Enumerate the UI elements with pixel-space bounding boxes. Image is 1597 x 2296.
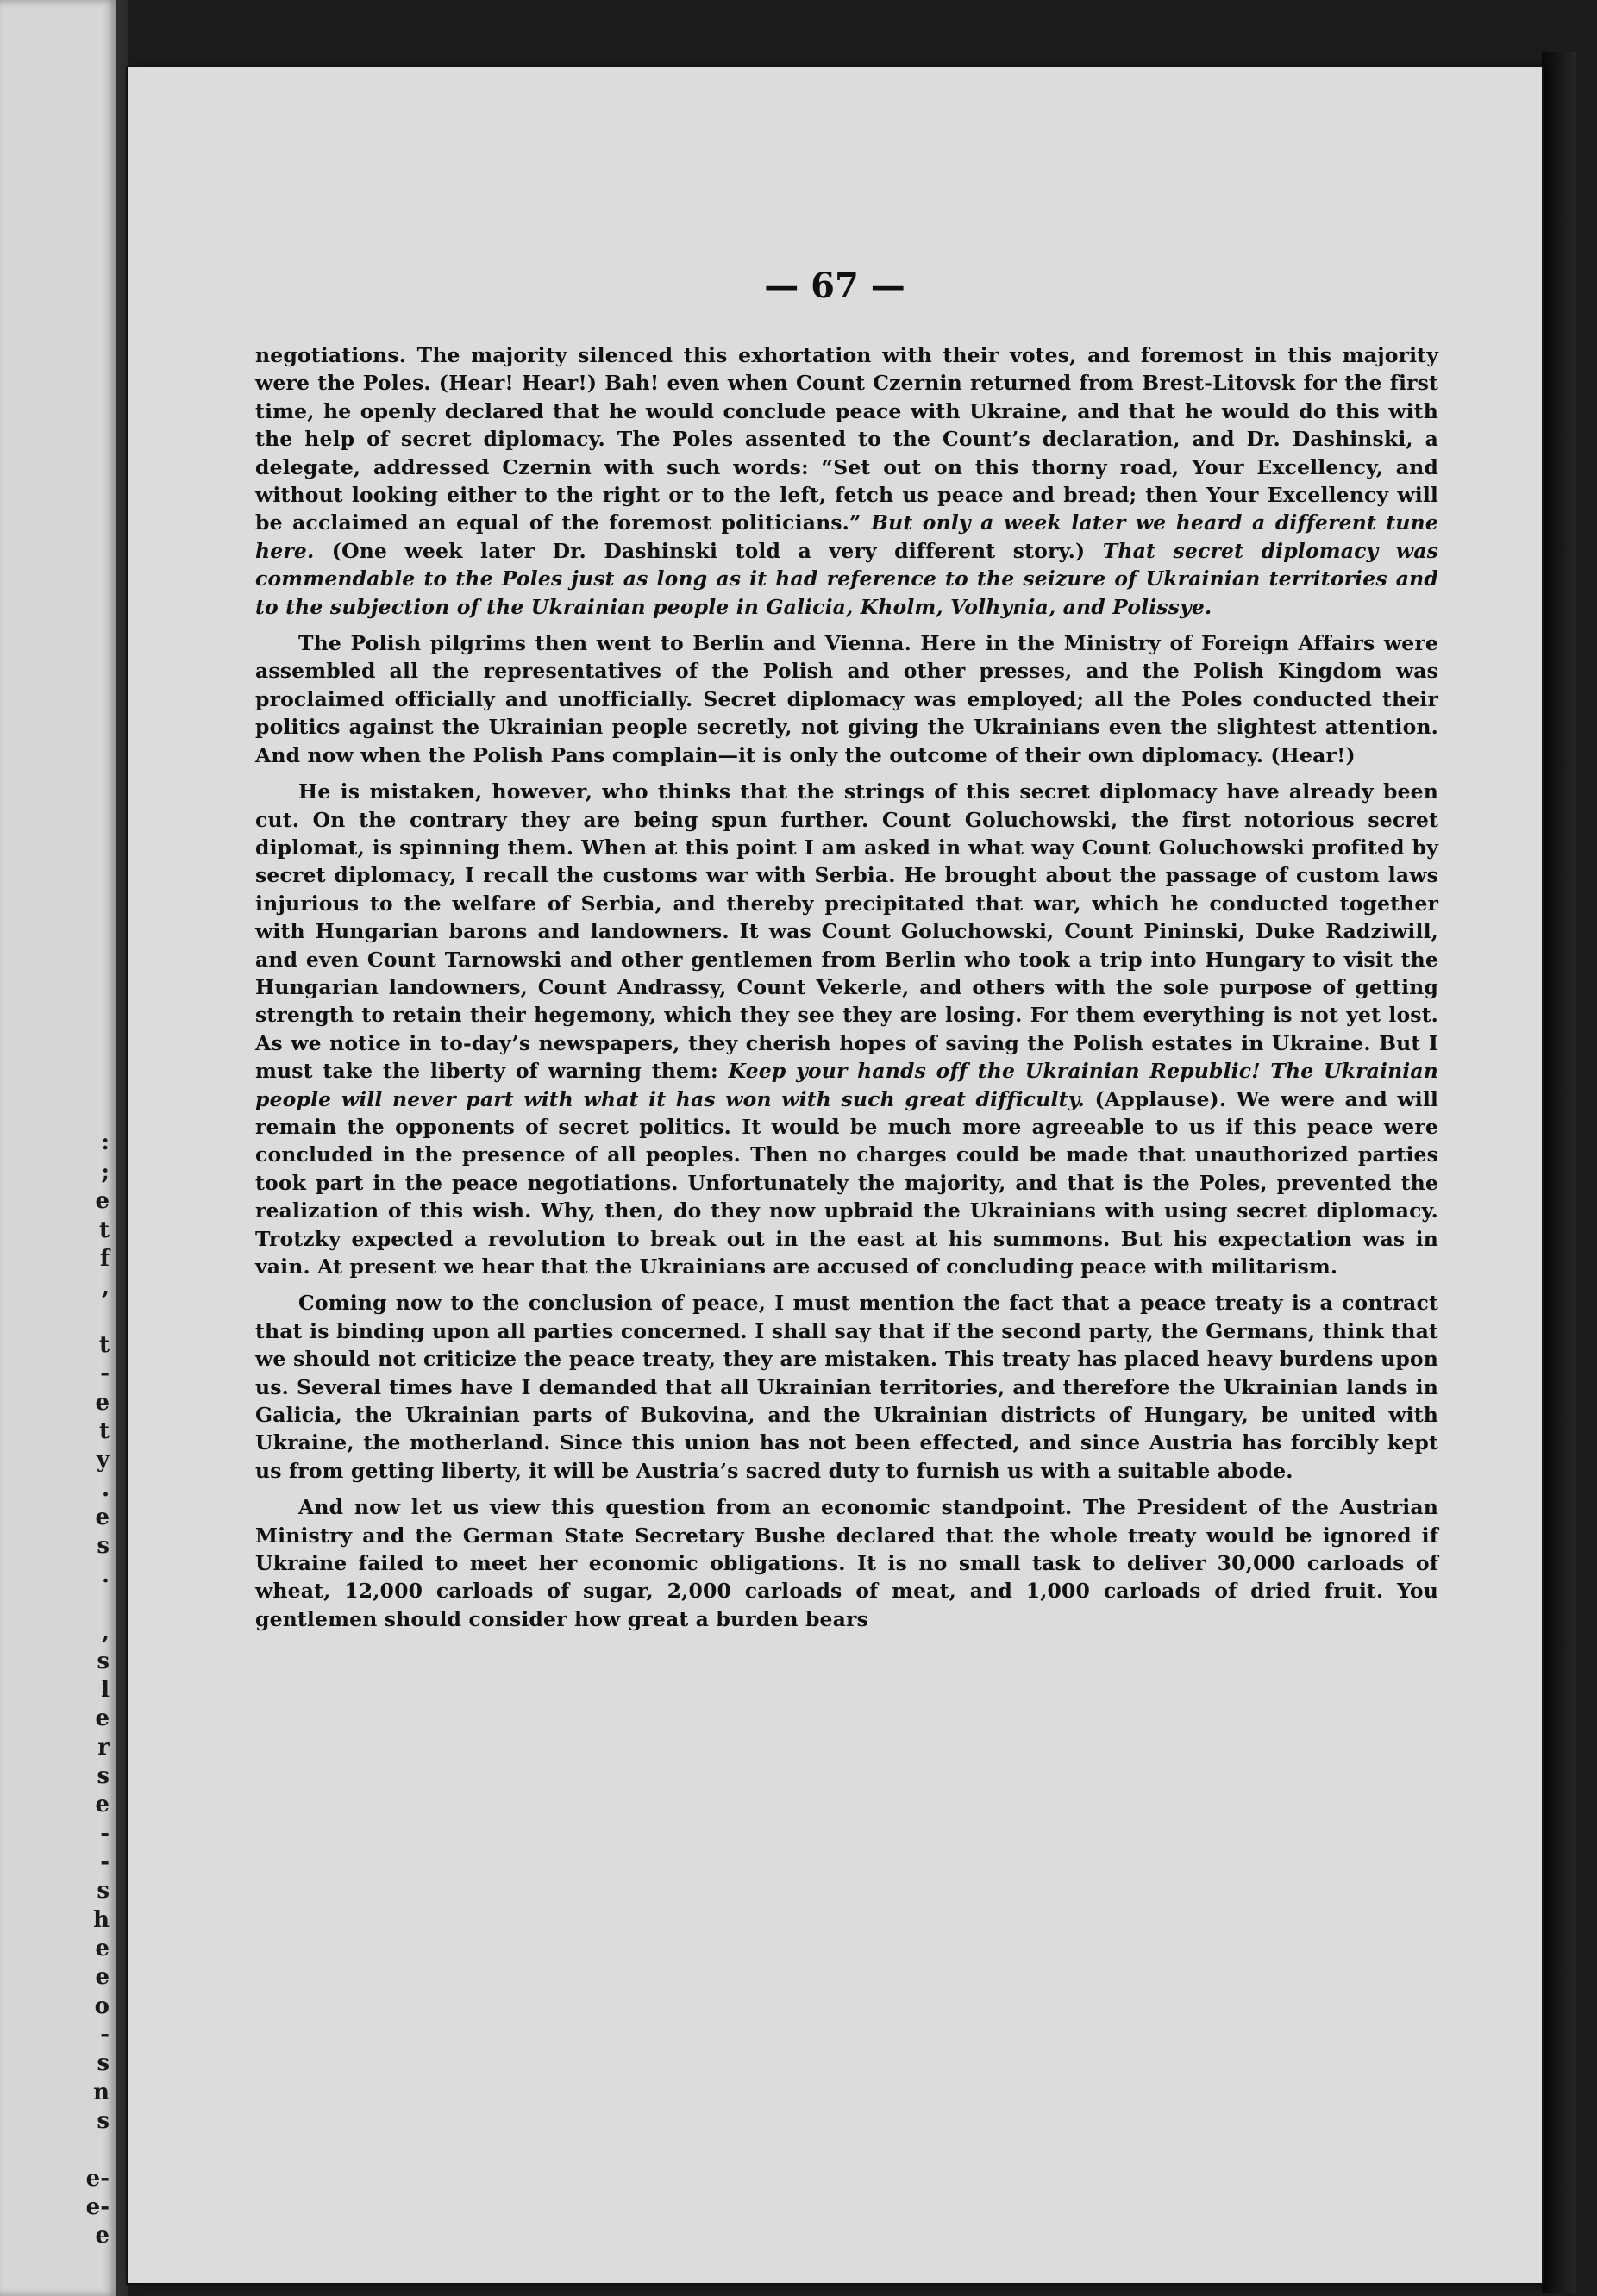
paragraph — [255, 341, 1438, 621]
margin-char: e — [95, 1390, 110, 1416]
italic-text: That secret diplomacy was commendable to the Poles just as long as it had reference to the seizure of Ukrainian territories and to the subjection of the Ukrainian people in Galicia, Kholm, Volhynia, and Polissye. — [255, 538, 1438, 619]
text-run: He is mistaken, however, who thinks that the strings of this secret diplomacy have already been cut. On the contrary they are being spun further. Count Goluchowski, the first notorious secret diplomat, is spinning them. When at this point I am asked in what way Count Goluchowski profited by secret diplomacy, I recall the customs war with Serbia. He brought about the passage of custom laws injurious to the welfare of Serbia, and thereby precipitated that war, which he conducted together with Hungarian barons and landowners. It was Count Goluchowski, Count Pininski, Duke Radziwill, and even Count Tarnowski and other gentlemen from Berlin who took a trip into Hungary to visit the Hungarian landowners, Count Andrassy, Count Vekerle, and others with the sole purpose of getting strength to retain their hegemony, which they see they are losing. For them everything is not yet lost. As we notice in to-day’s newspapers, they cherish hopes of saving the Polish estates in Ukraine. But I must take the liberty of warning them: — [255, 779, 1438, 1084]
adjacent-page-margin-text — [0, 0, 116, 2296]
margin-char: y — [96, 1447, 110, 1473]
paragraph — [255, 1493, 1438, 1633]
text-run: negotiations. The majority silenced this exhortation with their votes, and foremost in this majority were the Poles. (Hear! Hear!) Bah! even when Count Czernin returned from Brest-Litovsk for the first time, he openly declared that he would conclude peace with Ukraine, and that he would do this with the help of secret diplomacy. The Poles assented to the Count’s declaration, and Dr. Dashinski, a delegate, addressed Czernin with such words: “Set out on this thorny road, Your Excellency, and without looking either to the right or to the left, fetch us peace and bread; then Your Excellency will be acclaimed an equal of the foremost politicians.” — [255, 343, 1438, 535]
margin-char: , — [101, 1274, 110, 1300]
margin-char: e — [95, 1705, 110, 1731]
margin-char: l — [101, 1677, 110, 1703]
margin-char: , — [101, 1619, 110, 1645]
text-run: (One week later Dr. Dashinski told a very different story.) — [314, 538, 1103, 563]
margin-char: e — [95, 2223, 110, 2249]
margin-char: - — [100, 1849, 110, 1875]
margin-char: o — [94, 1993, 110, 2019]
margin-char: - — [100, 1821, 110, 1847]
margin-char: e- — [85, 2194, 110, 2220]
document-page — [128, 67, 1542, 2283]
margin-char: s — [97, 1533, 110, 1559]
margin-char: t — [98, 1418, 110, 1444]
margin-char: s — [97, 1648, 110, 1674]
margin-char: e — [95, 1792, 110, 1817]
margin-char: r — [97, 1735, 110, 1761]
paragraph — [255, 1289, 1438, 1485]
margin-char: s — [97, 1878, 110, 1904]
adjacent-page-edge — [0, 0, 116, 2296]
margin-char: f — [99, 1246, 110, 1272]
text-run: And now let us view this question from an economic standpoint. The President of the Austrian Ministry and the German State Secretary Bushe declared that the whole treaty would be ignored if Ukraine failed to meet her economic obligations. It is no small task to deliver 30,000 carloads of wheat, 12,000 carloads of sugar, 2,000 carloads of meat, and 1,000 carloads of dried fruit. You gentlemen should consider how great a burden bears — [255, 1495, 1438, 1631]
margin-char: n — [93, 2080, 110, 2105]
margin-char: e — [95, 1964, 110, 1990]
margin-char: : — [101, 1129, 110, 1155]
margin-char: . — [101, 1476, 110, 1502]
margin-char: - — [100, 1361, 110, 1386]
margin-char: s — [97, 2108, 110, 2134]
margin-char: e — [95, 1936, 110, 1961]
margin-char: - — [100, 2022, 110, 2048]
margin-char: t — [98, 1332, 110, 1358]
page-number: — 67 — — [764, 266, 905, 306]
margin-char: s — [97, 2050, 110, 2076]
margin-char: s — [97, 1763, 110, 1789]
text-run: (Applause). We were and will remain the opponents of secret politics. It would be much more agreeable to us if this peace were concluded in the presence of all peoples. Then no charges could be made that unauthorized parties took part in the peace negotiations. Unfortunately the majority, and that is the Poles, prevented the realization of this wish. Why, then, do they now upbraid the Ukrainians with using secret diplomacy. Trotzky expected a revolution to break out in the east at his summons. But his expectation was in vain. At present we hear that the Ukrainians are accused of concluding peace with militarism. — [255, 1086, 1438, 1279]
text-run: Coming now to the conclusion of peace, I must mention the fact that a peace treaty is a contract that is binding upon all parties concerned. I shall say that if the second party, the Germans, think that we should not criticize the peace treaty, they are mistaken. This treaty has placed heavy burdens upon us. Several times have I demanded that all Ukrainian territories, and therefore the Ukrainian lands in Galicia, the Ukrainian parts of Bukovina, and the Ukrainian districts of Hungary, be united with Ukraine, the motherland. Since this union has not been effected, and since Austria has forcibly kept us from getting liberty, it will be Austria’s sacred duty to furnish us with a suitable abode. — [255, 1291, 1438, 1483]
body-text — [255, 341, 1438, 1642]
margin-char: ; — [101, 1160, 110, 1186]
italic-text: Keep your hands off the Ukrainian Republic! The Ukrainian people will never part with what it has won with such great difficulty. — [255, 1059, 1438, 1111]
paragraph — [255, 778, 1438, 1280]
paragraph — [255, 629, 1438, 769]
margin-char: . — [101, 1562, 110, 1588]
margin-char: t — [98, 1217, 110, 1243]
text-run: The Polish pilgrims then went to Berlin and Vienna. Here in the Ministry of Foreign Affairs were assembled all the representatives of the Polish and other presses, and the Polish Kingdom was proclaimed officially and unofficially. Secret diplomacy was employed; all the Poles conducted their politics against the Ukrainian people secretly, not giving the Ukrainians even the slightest attention. And now when the Polish Pans complain—it is only the outcome of their own diplomacy. (Hear!) — [255, 631, 1438, 767]
scan-background-right — [1542, 52, 1576, 2293]
margin-char: e- — [85, 2166, 110, 2192]
margin-char: h — [93, 1907, 110, 1933]
italic-text: But only a week later we heard a different tune here. — [255, 510, 1438, 563]
margin-char: e — [95, 1505, 110, 1530]
margin-char: e — [95, 1188, 110, 1214]
